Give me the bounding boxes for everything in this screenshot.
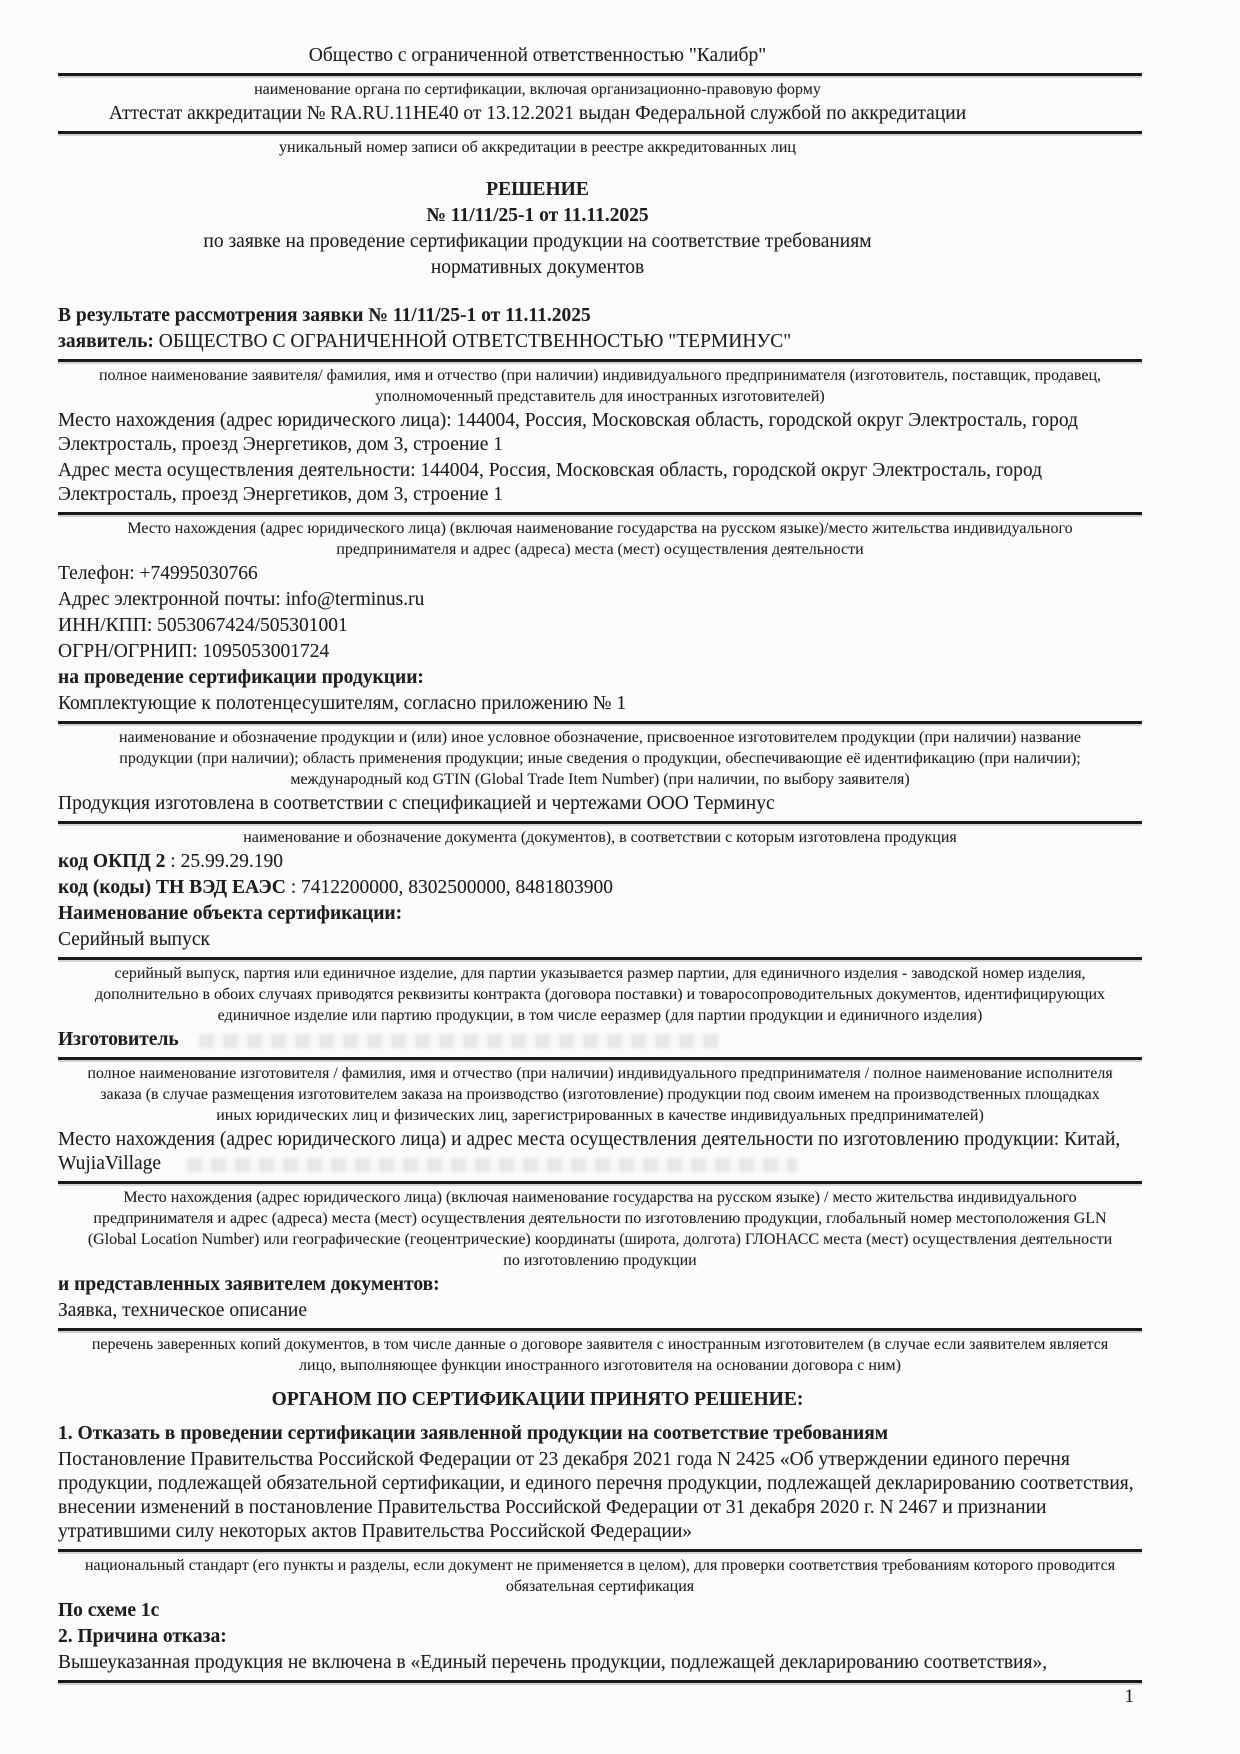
horizontal-rule (58, 512, 1142, 515)
horizontal-rule (58, 1328, 1142, 1331)
applicant-phone: Телефон: +74995030766 (58, 563, 258, 584)
horizontal-rule (58, 1549, 1142, 1552)
product-name: Комплектующие к полотенцесушителям, согласно приложению № 1 (58, 693, 627, 714)
applicant-legal-address: Место нахождения (адрес юридического лица): 144004, Россия, Московская область, городской округ Электросталь, город Электросталь, проезд Энергетиков, дом 3, строение 1 (58, 410, 1078, 455)
document-subtitle-line2: нормативных документов (430, 257, 645, 278)
certification-object-caption: серийный выпуск, партия или единичное изделие, для партии указывается размер партии, для единичного изделия - заводской номер изделия, дополнительно в обоих случаях приводятся реквизиты контракта (договора поставки) и товаросопроводительных документов, идентифицирующих единичное изделие или партию продукции, в том числе ееразмер (для партии продукции и единичного изделия) (94, 965, 1106, 1024)
application-review-line: В результате рассмотрения заявки № 11/11/25-1 от 11.11.2025 (58, 305, 591, 326)
horizontal-rule (58, 721, 1142, 724)
horizontal-rule (58, 821, 1142, 824)
okpd-label: код ОКПД 2 (58, 851, 166, 872)
okpd-code-line (58, 850, 1142, 874)
horizontal-rule (58, 1680, 1142, 1683)
spacer (58, 160, 1142, 178)
certification-object-value: Серийный выпуск (58, 929, 210, 950)
applicant-value: ОБЩЕСТВО С ОГРАНИЧЕННОЙ ОТВЕТСТВЕННОСТЬЮ "ТЕРМИНУС" (153, 331, 792, 352)
applicant-email: Адрес электронной почты: info@terminus.ru (58, 589, 425, 610)
horizontal-rule (58, 359, 1142, 362)
manufacturer-section-line (58, 1028, 1142, 1052)
applicant-activity-address: Адрес места осуществления деятельности: 144004, Россия, Московская область, городской округ Электросталь, город Электросталь, проезд Энергетиков, дом 3, строение 1 (58, 460, 1043, 505)
manufacturer-address-caption: Место нахождения (адрес юридического лица) (включая наименование государства на русском языке) / место жительства индивидуального предпринимателя и адрес (адреса) места (мест) осуществления деятельности по изготовлению продукции, глобальный номер местоположения GLN (Global Location Number) или географические (геоцентрические) координаты (широта, долгота) ГЛОНАСС места (мест) осуществления деятельности по изготовлению продукции (87, 1189, 1113, 1269)
tnved-label: код (коды) ТН ВЭД ЕАЭС (58, 877, 286, 898)
certification-body-name-caption: наименование органа по сертификации, включая организационно-правовую форму (254, 81, 821, 98)
manufacturer-address-text: Место нахождения (адрес юридического лица) и адрес места осуществления деятельности по изготовлению продукции: Китай, WujiaVillage (58, 1129, 1121, 1174)
document-title: РЕШЕНИЕ (486, 179, 589, 200)
documents-value: Заявка, техническое описание (58, 1300, 308, 1321)
decision-heading: ОРГАНОМ ПО СЕРТИФИКАЦИИ ПРИНЯТО РЕШЕНИЕ: (271, 1389, 804, 1410)
accreditation-caption: уникальный номер записи об аккредитации в реестре аккредитованных лиц (279, 139, 796, 156)
decision-scheme-line: По схеме 1с (58, 1600, 160, 1621)
product-document-caption: наименование и обозначение документа (документов), в соответствии с которым изготовлена продукция (243, 829, 957, 846)
bleed-through-artifact (187, 1158, 797, 1172)
decision-item2-label: 2. Причина отказа: (58, 1626, 227, 1647)
applicant-ogrn: ОГРН/ОГРНИП: 1095053001724 (58, 641, 330, 662)
bleed-through-artifact (199, 1034, 719, 1048)
product-manufactured-line: Продукция изготовлена в соответствии с спецификацией и чертежами ООО Терминус (58, 793, 775, 814)
document-subtitle-line1: по заявке на проведение сертификации продукции на соответствие требованиям (203, 231, 872, 252)
decision-item2-text: Вышеуказанная продукция не включена в «Единый перечень продукции, подлежащей декларированию соответствия», (58, 1652, 1048, 1673)
spacer (58, 1378, 1142, 1388)
product-name-caption: наименование и обозначение продукции и (или) иное условное обозначение, присвоенное изготовителем продукции (при наличии) название продукции (при наличии); область применения продукции; иные сведения о продукции, обеспечивающие её идентификацию (при наличии); международный код GTIN (Global Trade Item Number) (при наличии, по выбору заявителя) (118, 729, 1081, 788)
horizontal-rule (58, 1057, 1142, 1060)
tnved-value: : 7412200000, 8302500000, 8481803900 (285, 877, 614, 898)
decision-item1-caption: национальный стандарт (его пункты и разделы, если документ не применяется в целом), для проверки соответствия требованиям которого проводится обязательная сертификация (84, 1557, 1116, 1595)
applicant-label: заявитель: (58, 331, 154, 352)
applicant-address-caption: Место нахождения (адрес юридического лица) (включая наименование государства на русском языке)/место жительства индивидуального предпринимателя и адрес (адреса) места (мест) осуществления деятельности (127, 520, 1073, 558)
manufacturer-caption: полное наименование изготовителя / фамилия, имя и отчество (при наличии) индивидуального предпринимателя / полное наименование исполнителя заказа (в случае размещения изготовителем заказа на производство (изготовление) продукции под своим именем на производственных площадках иных юридических лиц и физических лиц, зарегистрированных в качестве индивидуальных предпринимателей) (87, 1065, 1113, 1124)
document-number: № 11/11/25-1 от 11.11.2025 (426, 205, 649, 226)
accreditation-line: Аттестат аккредитации № RA.RU.11HE40 от 13.12.2021 выдан Федеральной службой по аккредитации (108, 103, 967, 124)
okpd-value: : 25.99.29.190 (165, 851, 283, 872)
applicant-inn-kpp: ИНН/КПП: 5053067424/505301001 (58, 615, 348, 636)
horizontal-rule (58, 957, 1142, 960)
product-section-label: на проведение сертификации продукции: (58, 667, 424, 688)
spacer (58, 1412, 1142, 1422)
documents-section-label: и представленных заявителем документов: (58, 1274, 440, 1295)
horizontal-rule (58, 1181, 1142, 1184)
page-number: 1 (1124, 1686, 1134, 1707)
horizontal-rule (58, 131, 1142, 134)
manufacturer-address (58, 1128, 1142, 1176)
documents-caption: перечень заверенных копий документов, в том числе данные о договоре заявителя с иностранным изготовителем (в случае если заявителем является лицо, выполняющее функции иностранного изготовителя на основании договора с ним) (91, 1336, 1109, 1374)
decision-item1-text: Постановление Правительства Российской Федерации от 23 декабря 2021 года N 2425 «Об утверждении единого перечня продукции, подлежащей обязательной сертификации, и единого перечня продукции, подлежащей декларированию соответствия, внесении изменений в постановление Правительства Российской Федерации от 31 декабря 2020 г. N 2467 и признании утратившими силу некоторых актов Правительства Российской Федерации» (58, 1449, 1134, 1542)
applicant-line (58, 330, 1142, 354)
manufacturer-section-label: Изготовитель (58, 1029, 179, 1050)
horizontal-rule (58, 73, 1142, 76)
tnved-code-line (58, 876, 1142, 900)
certification-body-name: Общество с ограниченной ответственностью "Калибр" (308, 45, 767, 66)
certification-object-label: Наименование объекта сертификации: (58, 903, 403, 924)
decision-item1-label: 1. Отказать в проведении сертификации заявленной продукции на соответствие требованиям (58, 1423, 889, 1444)
spacer (58, 280, 1142, 304)
applicant-caption: полное наименование заявителя/ фамилия, имя и отчество (при наличии) индивидуального предпринимателя (изготовитель, поставщик, продавец, уполномоченный представитель для иностранных изготовителей) (98, 367, 1102, 405)
